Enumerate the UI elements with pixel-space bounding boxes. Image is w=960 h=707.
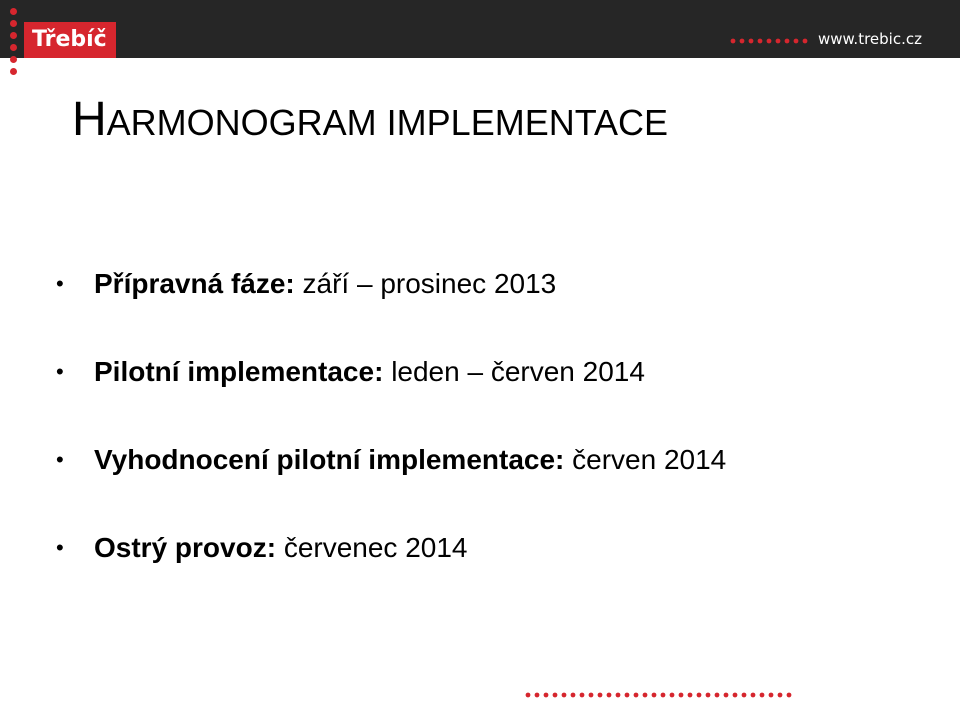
bullet-label: Ostrý provoz: [94, 532, 277, 563]
header-dots-icon [730, 38, 812, 44]
bullet-icon: • [56, 447, 64, 472]
slide-title-rest: ARMONOGRAM IMPLEMENTACE [106, 102, 669, 143]
bullet-value: červenec 2014 [283, 532, 468, 563]
bullet-icon: • [56, 535, 64, 560]
bullet-value: září – prosinec 2013 [302, 268, 557, 299]
bullet-value: červen 2014 [572, 444, 727, 475]
bullet-label: Přípravná fáze: [94, 268, 295, 299]
bullet-value: leden – červen 2014 [391, 356, 645, 387]
logo-text: Třebíč [32, 27, 107, 52]
slide-title [72, 92, 668, 151]
bullet-icon: • [56, 271, 64, 296]
footer-dots-icon [525, 692, 795, 698]
slide-title-initial: H [72, 93, 107, 146]
bullet-icon: • [56, 359, 64, 384]
website-url: www.trebic.cz [818, 30, 922, 48]
bullet-label: Pilotní implementace: [94, 356, 384, 387]
bullet-label: Vyhodnocení pilotní implementace: [94, 444, 565, 475]
header-bar [0, 0, 960, 58]
